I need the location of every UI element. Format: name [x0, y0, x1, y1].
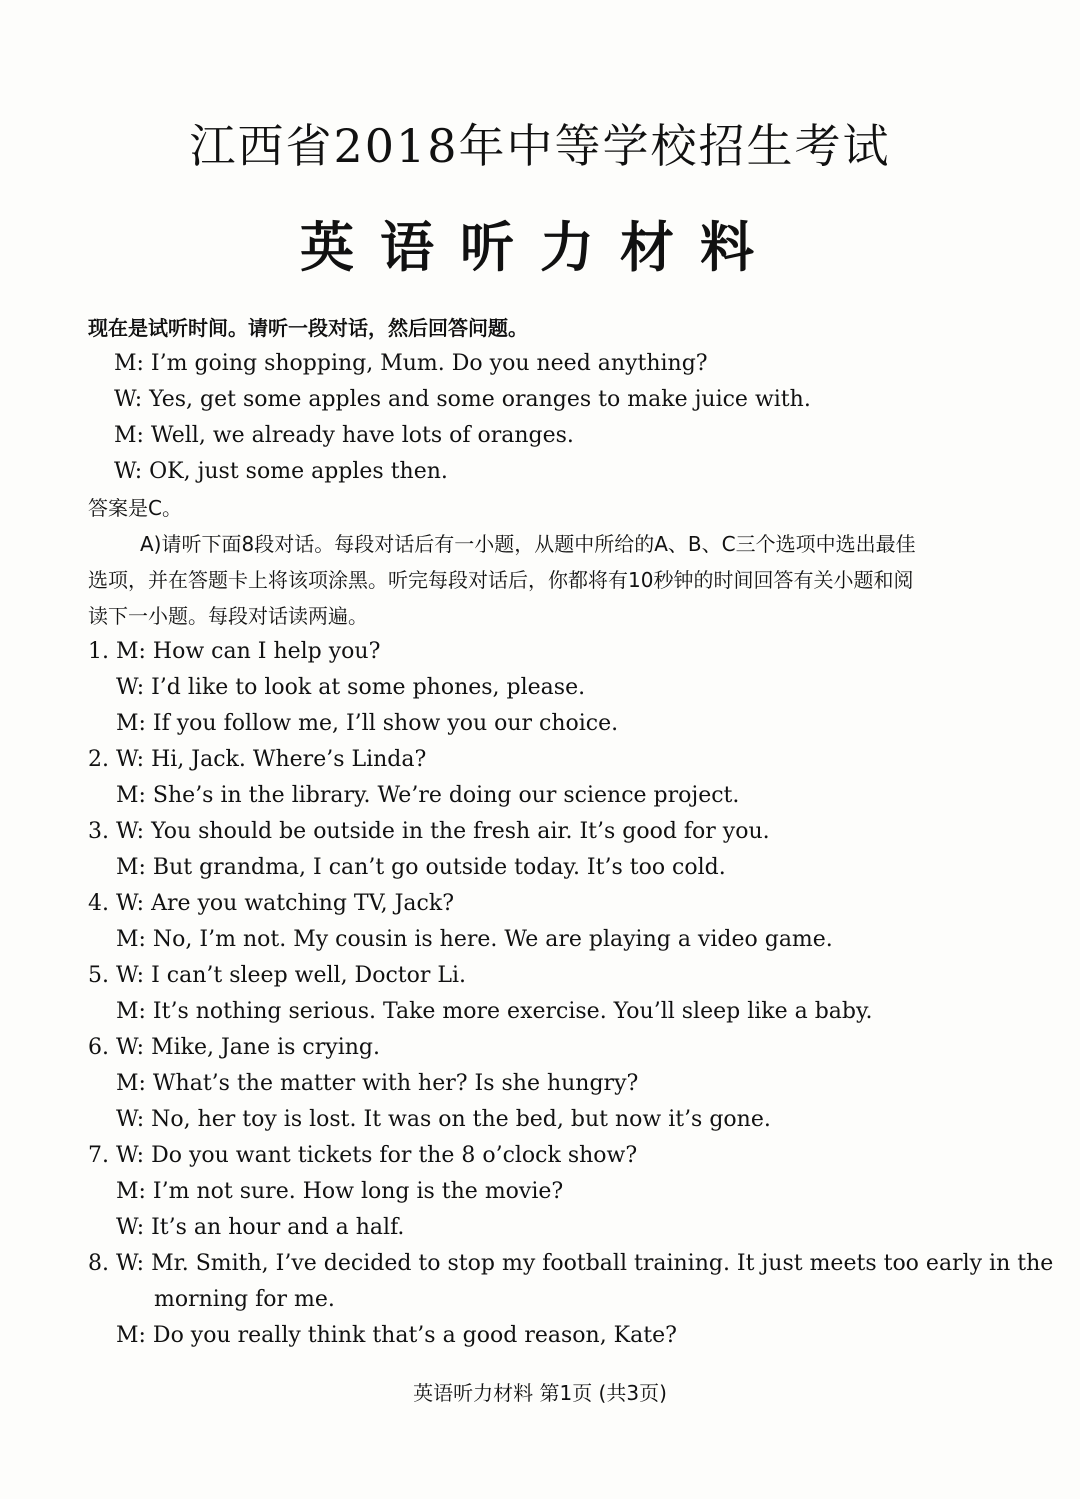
section-a-instruction: 选项，并在答题卡上将该项涂黑。听完每段对话后，你都将有10秒钟的时间回答有关小题和阅	[88, 568, 914, 592]
dialogue-5-line: M: It’s nothing serious. Take more exercise. You’ll sleep like a baby.	[116, 999, 873, 1024]
dialogue-1-line: W: I’d like to look at some phones, please.	[116, 675, 586, 700]
dialogue-6-line: W: No, her toy is lost. It was on the bed, but now it’s gone.	[116, 1107, 771, 1132]
dialogue-5-line: 5. W: I can’t sleep well, Doctor Li.	[88, 963, 466, 988]
dialogue-8-line: M: Do you really think that’s a good reason, Kate?	[116, 1323, 677, 1348]
dialogue-7-line: 7. W: Do you want tickets for the 8 o’clock show?	[88, 1143, 638, 1168]
dialogue-1-line: M: If you follow me, I’ll show you our choice.	[116, 711, 619, 736]
exam-title: 江西省2018年中等学校招生考试	[189, 119, 891, 173]
dialogue-2-line: M: She’s in the library. We’re doing our science project.	[116, 783, 740, 808]
dialogue-4-line: 4. W: Are you watching TV, Jack?	[88, 891, 454, 916]
section-a-instruction: A)请听下面8段对话。每段对话后有一小题，从题中所给的A、B、C三个选项中选出最佳	[140, 532, 916, 556]
page-footer: 英语听力材料 第1页 (共3页)	[413, 1381, 667, 1405]
intro-answer: 答案是C。	[88, 496, 182, 520]
dialogue-6-line: M: What’s the matter with her? Is she hungry?	[116, 1071, 639, 1096]
dialogue-8-line: morning for me.	[154, 1287, 335, 1312]
intro-line: M: I’m going shopping, Mum. Do you need anything?	[114, 351, 708, 376]
intro-line: M: Well, we already have lots of oranges.	[114, 423, 574, 448]
dialogue-7-line: M: I’m not sure. How long is the movie?	[116, 1179, 564, 1204]
dialogue-8-line: 8. W: Mr. Smith, I’ve decided to stop my football training. It just meets too early in the	[88, 1251, 1054, 1276]
dialogue-3-line: M: But grandma, I can’t go outside today. It’s too cold.	[116, 855, 726, 880]
dialogue-2-line: 2. W: Hi, Jack. Where’s Linda?	[88, 747, 427, 772]
dialogue-1-line: 1. M: How can I help you?	[88, 639, 381, 664]
document-subtitle: 英语听力材料	[300, 216, 780, 279]
dialogue-7-line: W: It’s an hour and a half.	[116, 1215, 405, 1240]
intro-instruction: 现在是试听时间。请听一段对话，然后回答问题。	[88, 316, 528, 340]
dialogue-4-line: M: No, I’m not. My cousin is here. We are playing a video game.	[116, 927, 833, 952]
dialogue-6-line: 6. W: Mike, Jane is crying.	[88, 1035, 380, 1060]
dialogue-3-line: 3. W: You should be outside in the fresh air. It’s good for you.	[88, 819, 770, 844]
intro-line: W: Yes, get some apples and some oranges to make juice with.	[114, 387, 811, 412]
document-body	[88, 310, 1054, 1354]
intro-line: W: OK, just some apples then.	[114, 459, 448, 484]
section-a-instruction: 读下一小题。每段对话读两遍。	[88, 604, 368, 628]
